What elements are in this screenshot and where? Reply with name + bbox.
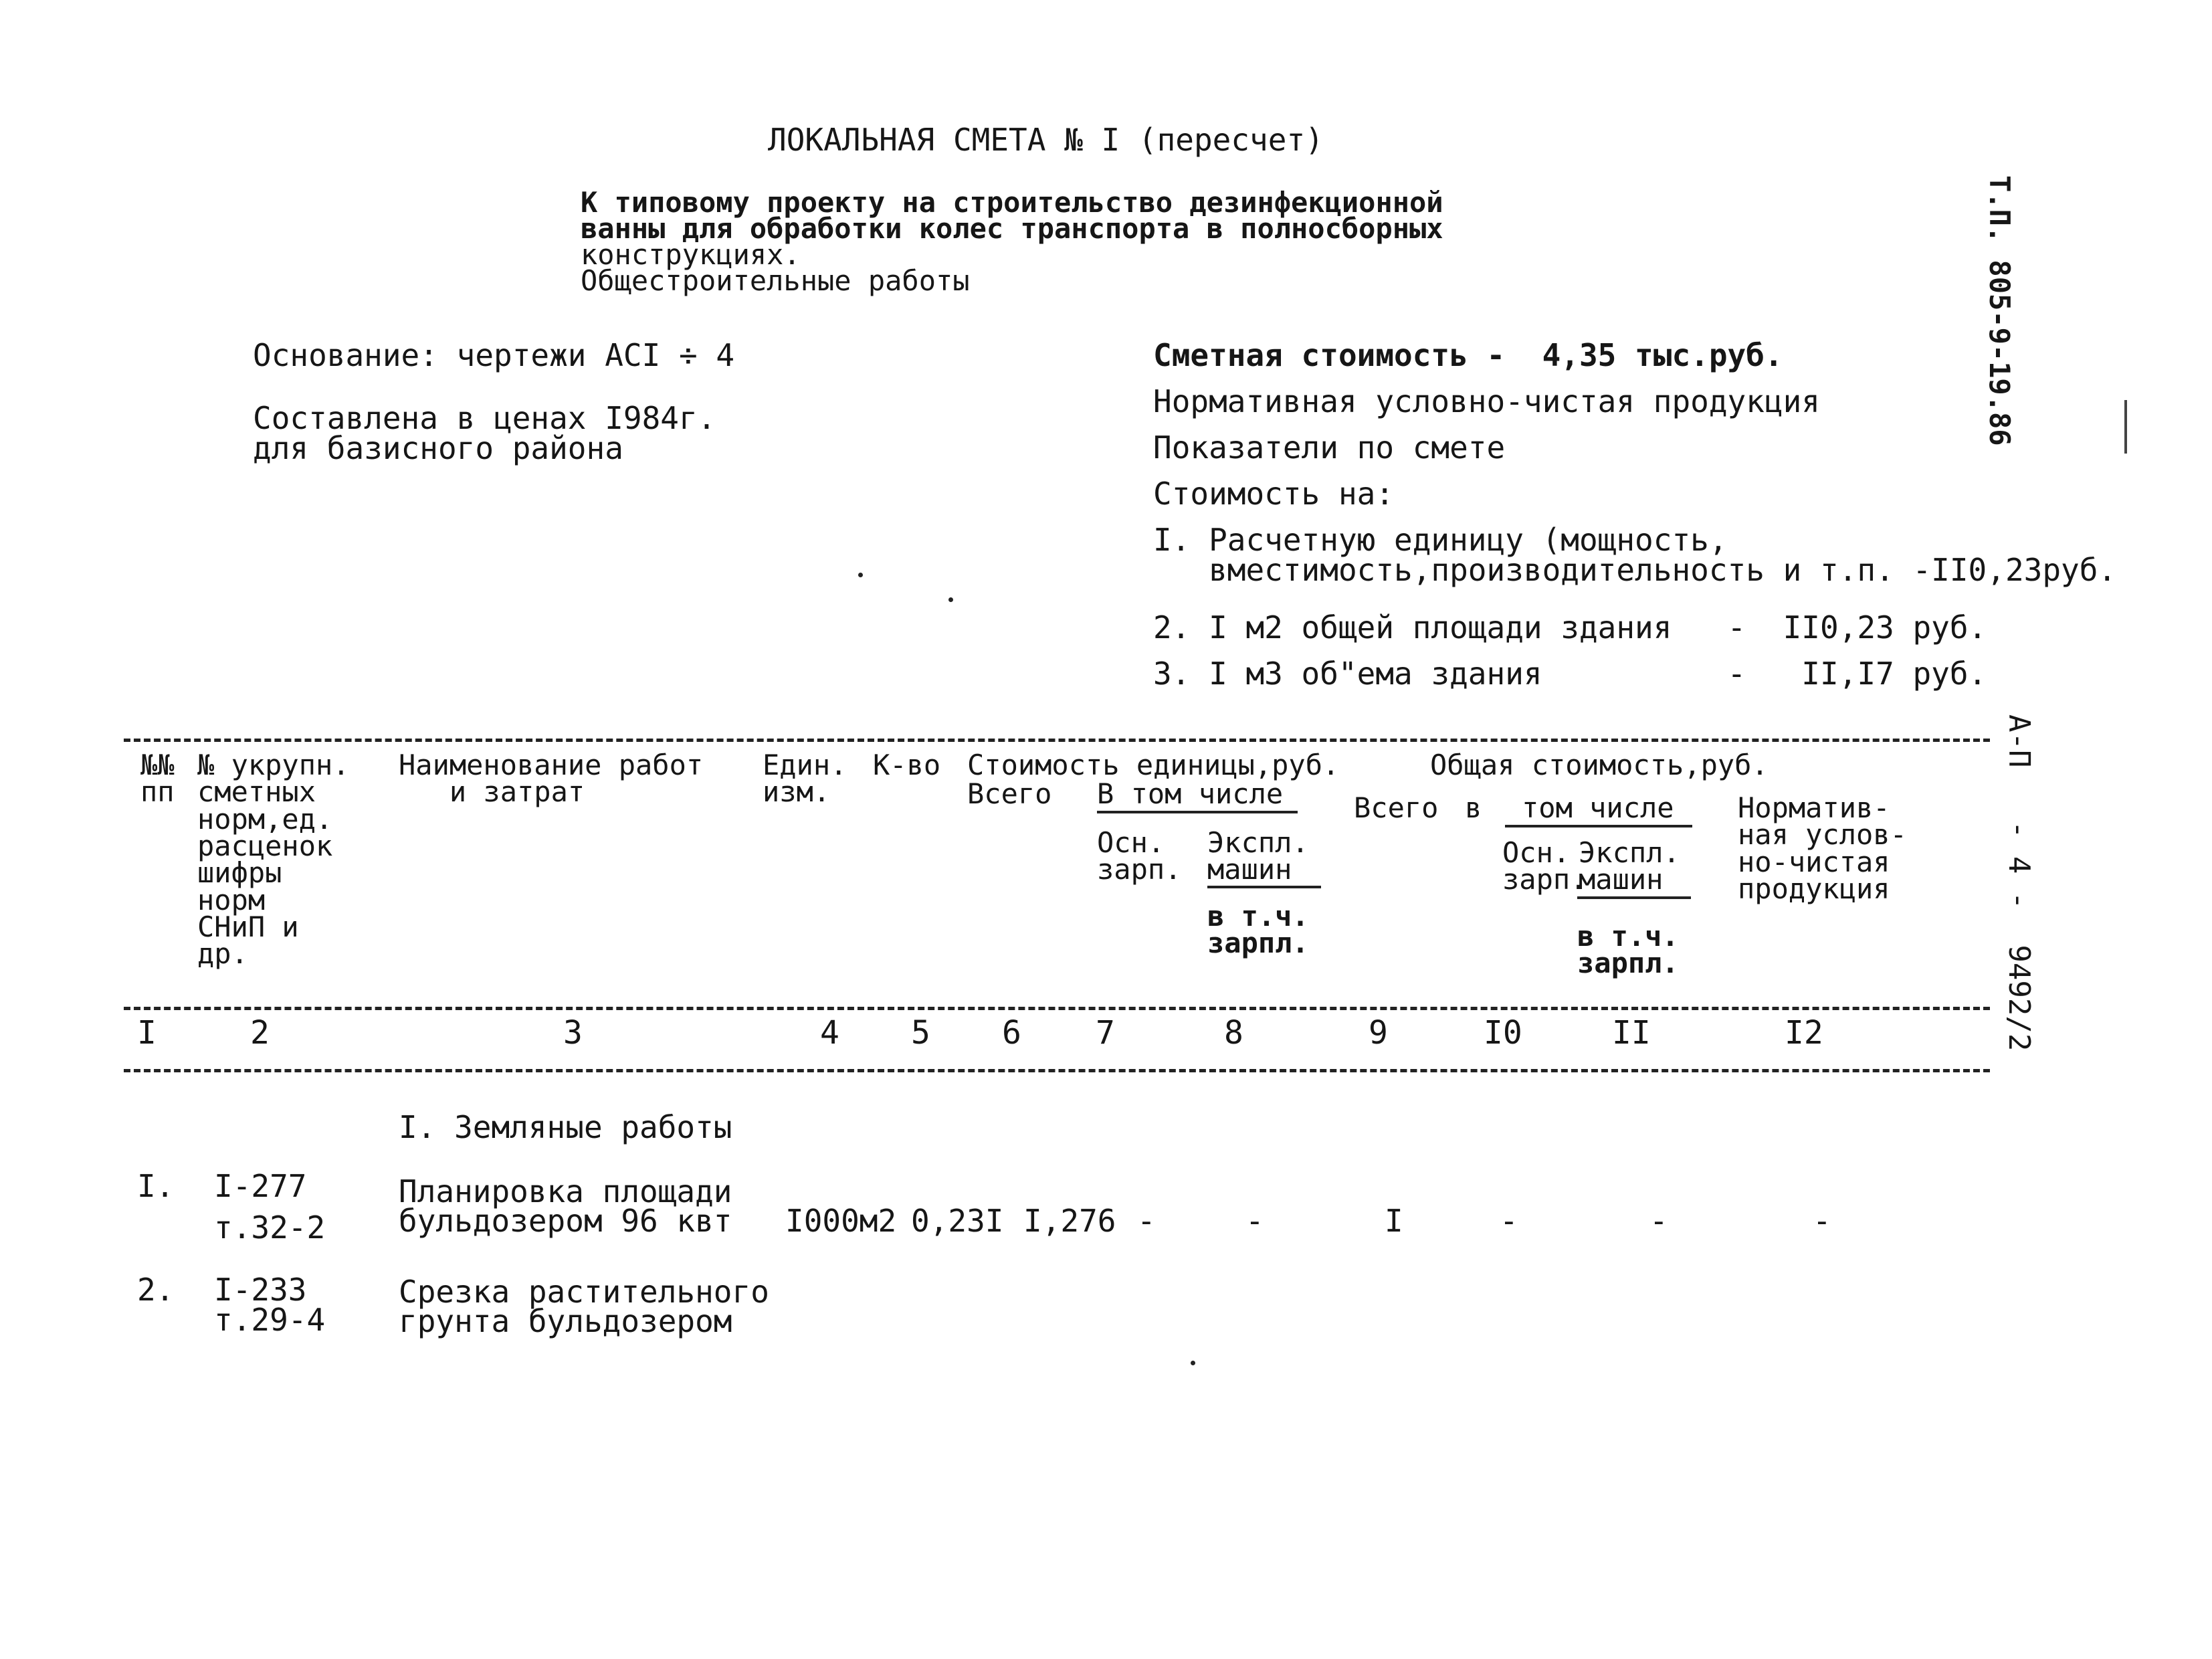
column-number: 3 (563, 1014, 583, 1052)
subtitle-line: Общестроительные работы (581, 264, 970, 297)
column-number: II (1612, 1014, 1651, 1052)
header-total-cost: Общая стоимость,руб. (1430, 749, 1769, 781)
header-row-number: №№ пп (140, 749, 175, 809)
column-number: 8 (1224, 1014, 1243, 1052)
normative-production-value: - (1813, 1203, 1831, 1239)
norm-code: I-277 (214, 1168, 307, 1204)
header-unit-machine-wage: в т.ч. зарпл. (1207, 900, 1309, 960)
sheet-code-vertical: А-П - 4 - 9492/2 (2002, 714, 2036, 1052)
underline (1097, 811, 1298, 813)
norm-table: т.32-2 (214, 1209, 326, 1246)
header-work-name: Наименование работ и затрат (399, 749, 704, 809)
header-including: В том числе (1097, 777, 1284, 810)
subtitle-line: ванны для обработки колес транспорта в полносборных (581, 212, 1443, 245)
total-machines: - (1649, 1203, 1668, 1239)
quantity: 0,23I (911, 1203, 1004, 1239)
column-number: I0 (1484, 1014, 1522, 1052)
header-quantity: К-во (873, 749, 941, 781)
table-top-rule (124, 739, 1990, 742)
normative-production: Нормативная условно-чистая продукция (1153, 383, 1820, 419)
district-line: для базисного района (253, 430, 623, 466)
subtitle-line: К типовому проекту на строительство дезинфекционной (581, 186, 1443, 219)
row-number: I. (137, 1168, 175, 1204)
header-including-b: том числе (1522, 791, 1674, 824)
underline (1577, 896, 1691, 899)
column-number: 4 (820, 1014, 839, 1052)
header-norm-code: № укрупн. сметных норм,ед. расценок шифры норм СНиП и др. (197, 749, 350, 971)
header-grand-total: Всего (1354, 791, 1439, 824)
basis-drawings: Основание: чертежи АСI ÷ 4 (253, 337, 735, 373)
column-number: 7 (1096, 1014, 1115, 1052)
work-name: Срезка растительного (399, 1274, 769, 1310)
unit-machines: - (1245, 1203, 1264, 1239)
header-including-prefix: в (1465, 791, 1482, 824)
work-name-cont: бульдозером 96 квт (399, 1203, 732, 1239)
column-number: 5 (911, 1014, 930, 1052)
header-normative-production: Норматив- ная услов- но-чистая продукция (1738, 791, 1907, 905)
header-bottom-rule (124, 1007, 1990, 1010)
stray-dot (858, 573, 863, 577)
column-number: 2 (250, 1014, 270, 1052)
column-number: I2 (1785, 1014, 1823, 1052)
work-name: Планировка площади (399, 1173, 732, 1209)
work-name-cont: грунта бульдозером (399, 1303, 732, 1339)
column-number: 9 (1369, 1014, 1388, 1052)
indicators-heading: Показатели по смете (1153, 429, 1506, 466)
norm-code: I-233 (214, 1272, 307, 1308)
stray-dot (948, 597, 953, 602)
header-unit-cost: Стоимость единицы,руб. (967, 749, 1340, 781)
grand-total: I (1385, 1203, 1403, 1239)
estimated-cost: Сметная стоимость - 4,35 тыс.руб. (1153, 337, 1783, 373)
indicator-item-3: 3. I м3 об"ема здания - II,I7 руб. (1153, 656, 1987, 692)
unit-wage: - (1137, 1203, 1156, 1239)
subtitle-line: конструкциях. (581, 238, 801, 271)
norm-table: т.29-4 (214, 1302, 326, 1338)
unit: I000м2 (785, 1203, 897, 1239)
header-unit-total: Всего (967, 777, 1052, 810)
underline (1505, 825, 1692, 827)
column-number: 6 (1002, 1014, 1021, 1052)
header-unit-wage: Осн. зарп. (1097, 826, 1182, 886)
margin-mark (2124, 400, 2127, 454)
project-code-vertical: Т.П. 805-9-19.86 (1983, 175, 2016, 446)
prices-line: Составлена в ценах I984г. (253, 400, 716, 436)
cost-on-heading: Стоимость на: (1153, 476, 1395, 512)
section-heading: I. Земляные работы (399, 1109, 732, 1145)
header-unit-machines: Экспл. машин (1207, 826, 1309, 886)
document-title: ЛОКАЛЬНАЯ СМЕТА № I (пересчет) (768, 122, 1324, 158)
header-total-wage: Осн. зарп. (1502, 836, 1587, 896)
total-wage: - (1500, 1203, 1518, 1239)
header-total-machine-wage: в т.ч. зарпл. (1577, 920, 1679, 980)
column-number: I (137, 1014, 157, 1052)
underline (1207, 886, 1321, 888)
unit-total: I,276 (1023, 1203, 1116, 1239)
stray-dot (1191, 1361, 1195, 1365)
numbers-bottom-rule (124, 1069, 1990, 1072)
indicator-item-2: 2. I м2 общей площади здания - II0,23 руб. (1153, 609, 1987, 646)
header-unit: Един. изм. (763, 749, 847, 809)
row-number: 2. (137, 1272, 175, 1308)
header-total-machines: Экспл. машин (1579, 836, 1680, 896)
indicator-item-1-cont: вместимость,производительность и т.п. -II0,23руб. (1153, 552, 2117, 588)
indicator-item-1: I. Расчетную единицу (мощность, (1153, 522, 1728, 558)
